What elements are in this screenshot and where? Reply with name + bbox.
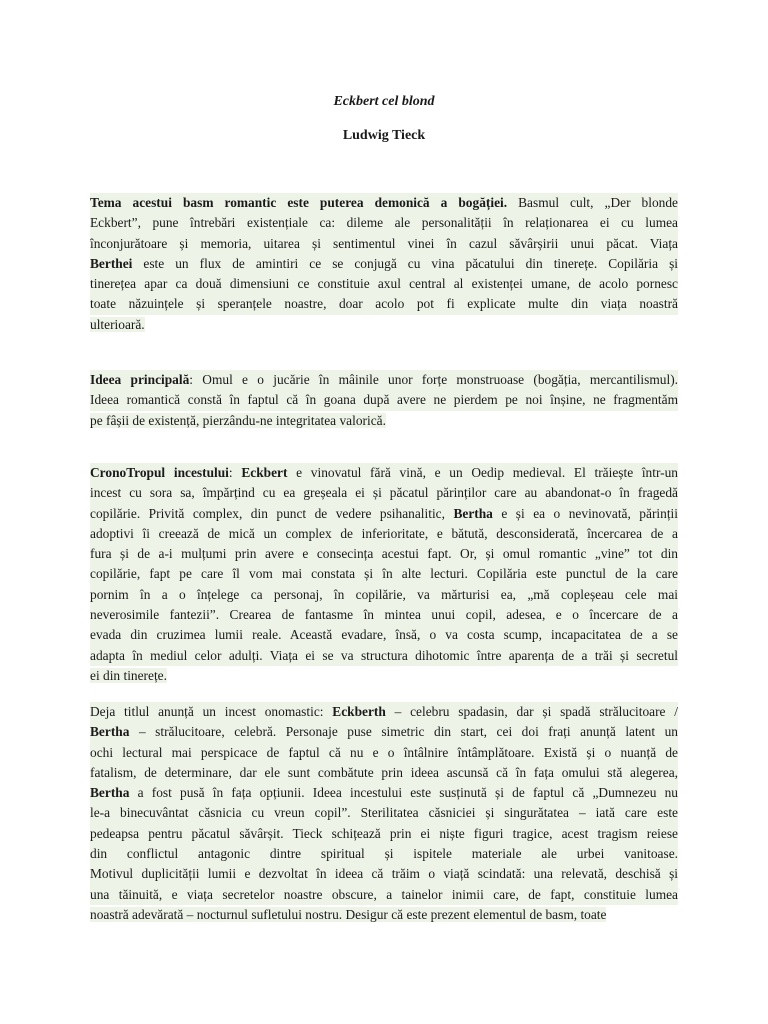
text-run: adapta în mediul celor adulți. Viața ei se va structura dihotomic între aparența de a trăi și secretul bbox=[90, 647, 678, 663]
text-run: Deja titlul anunță un incest onomastic: bbox=[90, 704, 333, 719]
text-line bbox=[90, 585, 678, 605]
text-run: neverosimile fantezii”. Crearea de fantasme în mintea unui copil, adesea, e o încercare de a bbox=[90, 607, 678, 623]
text-run: Basmul cult, „Der blonde bbox=[507, 195, 678, 210]
text-run: Eckbert”, pune întrebări existențiale ca: dileme ale personalității în relaționarea ei cu lumea bbox=[90, 215, 678, 231]
text-run: evada din cruzimea lumii reale. Această evadare, însă, o va costa scump, incapacitatea de a se bbox=[90, 627, 678, 643]
text-run: Motivul duplicității lumii e dezvoltat în ideea că trăim o viață scindată: una relevată, deschisă și bbox=[90, 866, 678, 882]
paragraph-chronotope bbox=[90, 463, 678, 686]
bold-text: Tema acestui basm romantic este puterea demonică a bogăției. bbox=[90, 195, 508, 210]
text-line bbox=[90, 763, 678, 783]
text-run: una tăinuită, e viața secretelor noastre obscure, a tainelor inimii care, de fapt, constituie lumea bbox=[90, 886, 678, 902]
text-line bbox=[90, 625, 678, 645]
text-run: ei din tinerețe. bbox=[90, 667, 167, 683]
bold-text: CronoTropul incestului bbox=[90, 465, 229, 480]
text-run: adoptivi îi creează de mică un complex de inferioritate, e bătută, desconsiderată, încercarea de a bbox=[90, 525, 678, 541]
text-line bbox=[90, 564, 678, 584]
text-line bbox=[90, 743, 678, 763]
text-line bbox=[90, 504, 678, 524]
text-run: e vinovatul fără vină, e un Oedip medieval. El trăiește într-un bbox=[287, 465, 678, 480]
text-line bbox=[90, 411, 678, 431]
text-run: : Omul e o jucărie în mâinile unor forțe monstruoase (bogăția, mercantilismul). bbox=[189, 372, 678, 387]
text-line bbox=[90, 666, 678, 686]
paragraph-theme bbox=[90, 193, 678, 335]
text-line bbox=[90, 463, 678, 483]
text-line bbox=[90, 803, 678, 823]
text-line bbox=[90, 885, 678, 905]
text-run: din conflictul antagonic dintre spiritual și ispitele materiale ale urbei vanitoase. bbox=[90, 846, 678, 862]
text-run: – celebru spadasin, dar și spadă strălucitoare / bbox=[385, 704, 678, 719]
text-run: toate năzuințele și speranțele noastre, doar acolo pot fi explicate multe din viața noastră bbox=[90, 296, 678, 312]
text-line bbox=[90, 824, 678, 844]
text-run: incest cu sora sa, împărțind cu ea greșeala ei și păcatul părinților care au abandonat-o în fragedă bbox=[90, 485, 678, 501]
bold-text: Eckbert bbox=[241, 465, 288, 480]
text-line bbox=[90, 213, 678, 233]
text-line bbox=[90, 193, 678, 213]
text-run: copilărie, fapt pe care îl vom mai constata și în alte lecturi. Copilăria este punctul de la care bbox=[90, 566, 678, 582]
text-run: noastră adevărată – nocturnul sufletului nostru. Desigur că este prezent elementul de basm, toate bbox=[90, 906, 607, 922]
text-run: le-a binecuvântat căsnicia cu vreun copil”. Sterilitatea căsniciei și singurătatea – iată care este bbox=[90, 805, 678, 821]
text-line bbox=[90, 605, 678, 625]
text-line bbox=[90, 646, 678, 666]
text-line bbox=[90, 294, 678, 314]
text-run: e și ea o nevinovată, părinții bbox=[492, 505, 678, 521]
text-run: Ideea romantică constă în faptul că în goana după avere ne pierdem pe noi înșine, ne fragmentăm bbox=[90, 392, 678, 408]
paragraph-main-idea bbox=[90, 370, 678, 431]
text-line bbox=[90, 722, 678, 742]
bold-text: Bertha bbox=[90, 785, 130, 801]
text-line bbox=[90, 844, 678, 864]
text-run: pedeapsa pentru păcatul săvârșit. Tieck schițează prin ei niște figuri tragice, acest tragism reiese bbox=[90, 825, 678, 841]
text-run: înconjurătoare și memoria, uitarea și sentimentul vinei în cazul săvârșirii unui păcat. Viața bbox=[90, 235, 678, 251]
bold-text: Bertha bbox=[90, 724, 130, 740]
text-line bbox=[90, 524, 678, 544]
text-run: fatalism, de determinare, dar ele sunt combătute prin ideea ascunsă că în fața omului stă alegerea, bbox=[90, 764, 678, 780]
paragraph-onomastic-incest bbox=[90, 702, 678, 925]
text-line bbox=[90, 544, 678, 564]
bold-text: Eckberth bbox=[332, 704, 386, 719]
text-run: : bbox=[228, 465, 242, 480]
text-line bbox=[90, 254, 678, 274]
bold-text: Ideea principală bbox=[90, 372, 190, 387]
text-run: – strălucitoare, celebră. Personaje puse simetric din start, cei doi frați anunță latent un bbox=[129, 724, 678, 740]
text-run: a fost pusă în fața opțiunii. Ideea incestului este susținută și de faptul că „Dumnezeu nu bbox=[129, 785, 678, 801]
text-line bbox=[90, 315, 678, 335]
text-run: tinerețea apar ca două dimensiuni ce constituie axul central al existenței umane, de acolo pornesc bbox=[90, 276, 678, 292]
text-run: pe fâșii de existență, pierzându-ne integritatea valorică. bbox=[90, 412, 386, 428]
text-line bbox=[90, 702, 678, 722]
text-run: fura și de a-i mulțumi prin avere e consecința acestui fapt. Or, și omul romantic „vine” tot din bbox=[90, 546, 678, 562]
text-run: ulterioară. bbox=[90, 316, 145, 332]
text-line bbox=[90, 390, 678, 410]
text-line bbox=[90, 274, 678, 294]
text-line bbox=[90, 370, 678, 390]
bold-text: Berthei bbox=[90, 255, 133, 271]
text-run: copilărie. Privită complex, din punct de vedere psihanalitic, bbox=[90, 505, 454, 521]
text-run: pornim în a o înțelege ca personaj, în copilărie, va mărturisi ea, „mă copleșeau cele mai bbox=[90, 586, 678, 602]
text-line bbox=[90, 905, 678, 925]
document-title: Eckbert cel blond bbox=[333, 94, 435, 109]
text-line bbox=[90, 864, 678, 884]
text-run: este un flux de amintiri ce se conjugă cu vina păcatului din tinerețe. Copilăria și bbox=[132, 255, 678, 271]
text-run: ochi lectural mai perspicace de faptul că nu e o întâlnire întâmplătoare. Există și o nuanță de bbox=[90, 744, 678, 760]
text-line bbox=[90, 483, 678, 503]
text-line bbox=[90, 234, 678, 254]
bold-text: Bertha bbox=[453, 505, 493, 521]
text-line bbox=[90, 783, 678, 803]
document-author: Ludwig Tieck bbox=[342, 128, 426, 143]
